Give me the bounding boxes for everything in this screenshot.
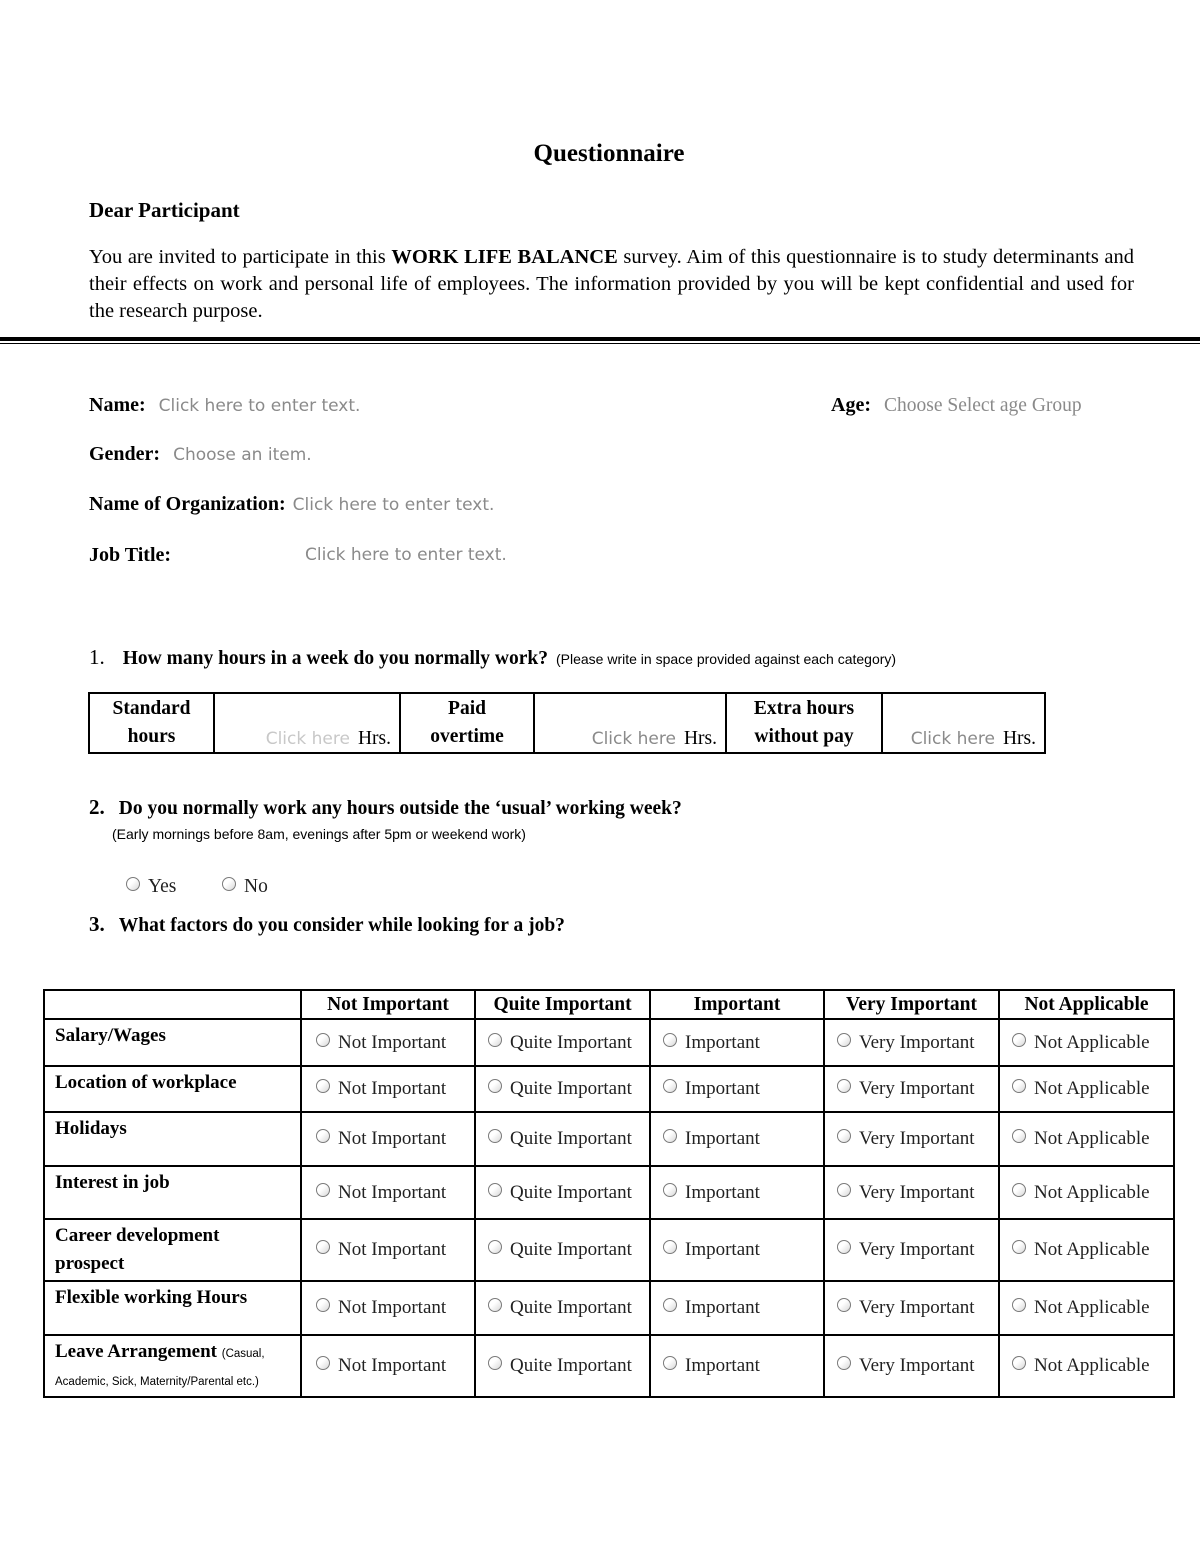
yes-option[interactable] <box>126 876 176 898</box>
rating-option[interactable] <box>475 1166 650 1219</box>
table-row <box>44 1066 1174 1112</box>
intro-survey-name: WORK LIFE BALANCE <box>391 246 618 268</box>
rating-option[interactable] <box>999 1166 1174 1219</box>
rating-option[interactable] <box>475 1281 650 1335</box>
rating-option-label: Not Important <box>338 1031 447 1053</box>
rating-option-label: Quite Important <box>510 1078 632 1099</box>
standard-hours-input[interactable]: Click here <box>265 729 350 749</box>
rating-option-label: Not Applicable <box>1034 1181 1150 1203</box>
rating-radio[interactable] <box>488 1183 502 1197</box>
rating-radio[interactable] <box>663 1129 677 1143</box>
rating-option-label: Very Important <box>859 1297 975 1318</box>
rating-radio[interactable] <box>316 1298 330 1312</box>
rating-option[interactable] <box>999 1019 1174 1066</box>
rating-radio[interactable] <box>488 1298 502 1312</box>
age-label: Age: <box>831 394 871 416</box>
factor-label-cell <box>44 1219 301 1281</box>
rating-option[interactable] <box>650 1066 824 1112</box>
no-radio[interactable] <box>222 877 236 891</box>
factor-label-cell <box>44 1019 301 1066</box>
rating-option[interactable] <box>999 1066 1174 1112</box>
rating-option-label: Important <box>685 1128 760 1149</box>
rating-option[interactable] <box>824 1166 999 1219</box>
rating-radio[interactable] <box>316 1079 330 1093</box>
rating-option-label: Not Applicable <box>1034 1031 1150 1053</box>
table-row <box>44 1019 1174 1066</box>
rating-option-label: Not Applicable <box>1034 1239 1150 1260</box>
rating-radio[interactable] <box>316 1183 330 1197</box>
hours-table <box>88 692 1046 754</box>
rating-option-label: Very Important <box>859 1239 975 1260</box>
extra-hours-label <box>726 693 882 753</box>
yes-radio[interactable] <box>126 877 140 891</box>
rating-option[interactable] <box>999 1219 1174 1281</box>
rating-option[interactable] <box>301 1219 475 1281</box>
table-row <box>44 1219 1174 1281</box>
rating-option[interactable] <box>301 1112 475 1166</box>
rating-radio[interactable] <box>488 1079 502 1093</box>
standard-hours-label-line1: Standard <box>112 698 191 719</box>
question-2 <box>89 795 682 820</box>
rating-option[interactable] <box>824 1019 999 1066</box>
question-1-text: How many hours in a week do you normally work? <box>122 648 548 669</box>
rating-option[interactable] <box>650 1281 824 1335</box>
rating-radio[interactable] <box>837 1183 851 1197</box>
rating-option-label: Not Applicable <box>1034 1078 1150 1099</box>
rating-option-label: Quite Important <box>510 1239 632 1260</box>
section-divider-thin <box>0 343 1200 344</box>
paid-overtime-label-line2: overtime <box>430 726 504 747</box>
rating-radio[interactable] <box>316 1240 330 1254</box>
factor-header-blank <box>44 990 301 1019</box>
rating-option[interactable] <box>301 1335 475 1397</box>
rating-option[interactable] <box>824 1281 999 1335</box>
rating-option[interactable] <box>824 1112 999 1166</box>
rating-option-label: Very Important <box>859 1181 975 1203</box>
rating-radio[interactable] <box>488 1240 502 1254</box>
intro-paragraph <box>89 244 1134 325</box>
rating-radio[interactable] <box>663 1298 677 1312</box>
rating-radio[interactable] <box>316 1356 330 1370</box>
standard-hours-unit: Hrs. <box>357 728 391 749</box>
rating-radio[interactable] <box>663 1183 677 1197</box>
rating-option-label: Not Important <box>338 1355 447 1376</box>
rating-option-label: Very Important <box>859 1355 975 1376</box>
rating-radio[interactable] <box>663 1356 677 1370</box>
standard-hours-label-line2: hours <box>127 726 176 747</box>
column-header-not-applicable: Not Applicable <box>999 990 1174 1019</box>
standard-hours-cell <box>214 693 400 753</box>
rating-option-label: Not Applicable <box>1034 1355 1150 1376</box>
rating-radio[interactable] <box>316 1033 330 1047</box>
column-header-not-important: Not Important <box>301 990 475 1019</box>
job-title-input[interactable]: Click here to enter text. <box>305 545 507 565</box>
rating-option-label: Quite Important <box>510 1031 632 1053</box>
rating-radio[interactable] <box>1012 1183 1026 1197</box>
extra-hours-unit: Hrs. <box>1002 728 1036 749</box>
name-label: Name: <box>89 394 146 416</box>
table-row <box>44 1112 1174 1166</box>
gender-label: Gender: <box>89 443 161 465</box>
rating-radio[interactable] <box>837 1079 851 1093</box>
rating-option-label: Very Important <box>859 1128 975 1149</box>
extra-hours-label-line1: Extra hours <box>753 698 855 719</box>
organization-field-row <box>89 493 494 516</box>
rating-option-label: Important <box>685 1355 760 1376</box>
factor-rows <box>44 1019 1174 1397</box>
rating-option[interactable] <box>301 1066 475 1112</box>
extra-hours-cell <box>882 693 1045 753</box>
rating-option[interactable] <box>301 1281 475 1335</box>
job-title-label: Job Title: <box>89 544 172 566</box>
rating-option-label: Quite Important <box>510 1128 632 1149</box>
rating-option-label: Very Important <box>859 1031 975 1053</box>
table-row <box>44 1335 1174 1397</box>
rating-option[interactable] <box>999 1335 1174 1397</box>
rating-option-label: Not Important <box>338 1181 447 1203</box>
column-header-important: Important <box>650 990 824 1019</box>
paid-overtime-label <box>400 693 534 753</box>
rating-radio[interactable] <box>663 1079 677 1093</box>
rating-option-label: Quite Important <box>510 1355 632 1376</box>
name-input[interactable]: Click here to enter text. <box>158 396 361 416</box>
age-field-row <box>831 394 1082 417</box>
rating-radio[interactable] <box>663 1033 677 1047</box>
question-2-number: 2. <box>89 795 105 819</box>
no-option[interactable] <box>222 876 268 898</box>
factor-label-cell <box>44 1066 301 1112</box>
section-divider <box>0 337 1200 341</box>
factor-label-cell <box>44 1281 301 1335</box>
question-3-text: What factors do you consider while looking for a job? <box>118 915 565 936</box>
rating-option[interactable] <box>824 1219 999 1281</box>
table-row <box>44 1166 1174 1219</box>
factor-label-cell <box>44 1112 301 1166</box>
rating-radio[interactable] <box>1012 1240 1026 1254</box>
rating-option[interactable] <box>475 1335 650 1397</box>
rating-radio[interactable] <box>1012 1129 1026 1143</box>
factor-label: Flexible working Hours <box>55 1287 248 1308</box>
rating-radio[interactable] <box>663 1240 677 1254</box>
extra-hours-label-line2: without pay <box>754 726 854 747</box>
rating-radio[interactable] <box>1012 1033 1026 1047</box>
rating-option-label: Not Applicable <box>1034 1128 1150 1149</box>
rating-radio[interactable] <box>837 1356 851 1370</box>
rating-radio[interactable] <box>1012 1079 1026 1093</box>
rating-option-label: Important <box>685 1297 760 1318</box>
rating-radio[interactable] <box>837 1033 851 1047</box>
yes-label: Yes <box>148 876 177 897</box>
rating-option-label: Important <box>685 1031 760 1053</box>
rating-option[interactable] <box>650 1019 824 1066</box>
page-title: Questionnaire <box>533 140 685 167</box>
organization-label: Name of Organization: <box>89 493 286 515</box>
paid-overtime-cell <box>534 693 726 753</box>
question-1-note: (Please write in space provided against each category) <box>556 651 897 667</box>
rating-option[interactable] <box>301 1019 475 1066</box>
rating-option[interactable] <box>999 1112 1174 1166</box>
factor-label: Salary/Wages <box>55 1025 166 1046</box>
intro-text-end: survey. Aim of this questionnaire is to study determinants and their effects on work and personal life of employees. The information provided by you will be kept confidential and used for the research purpose. <box>89 246 1135 322</box>
rating-option[interactable] <box>475 1219 650 1281</box>
rating-radio[interactable] <box>488 1033 502 1047</box>
factor-label: Leave Arrangement <box>55 1341 217 1362</box>
question-2-note: (Early mornings before 8am, evenings after 5pm or weekend work) <box>112 826 526 842</box>
rating-radio[interactable] <box>1012 1298 1026 1312</box>
rating-option[interactable] <box>650 1335 824 1397</box>
organization-input[interactable]: Click here to enter text. <box>292 495 495 515</box>
factors-table <box>43 989 1175 1398</box>
question-2-text: Do you normally work any hours outside the ‘usual’ working week? <box>118 798 682 819</box>
paid-overtime-label-line1: Paid <box>448 698 486 719</box>
rating-option[interactable] <box>824 1066 999 1112</box>
question-1 <box>89 645 896 670</box>
rating-option-label: Quite Important <box>510 1297 632 1318</box>
rating-radio[interactable] <box>837 1240 851 1254</box>
rating-option[interactable] <box>999 1281 1174 1335</box>
rating-radio[interactable] <box>316 1129 330 1143</box>
question-1-number: 1. <box>89 645 105 669</box>
rating-option[interactable] <box>650 1166 824 1219</box>
paid-overtime-unit: Hrs. <box>683 728 717 749</box>
rating-option-label: Not Important <box>338 1297 447 1318</box>
factor-label-note: (Casual, Academic, Sick, Maternity/Parental etc.) <box>55 1348 265 1388</box>
rating-radio[interactable] <box>488 1129 502 1143</box>
rating-option-label: Not Applicable <box>1034 1297 1150 1318</box>
rating-radio[interactable] <box>1012 1356 1026 1370</box>
factor-label: Location of workplace <box>55 1072 237 1093</box>
factor-label-cell <box>44 1166 301 1219</box>
factor-label-cell <box>44 1335 301 1397</box>
rating-option-label: Not Important <box>338 1128 447 1149</box>
standard-hours-label <box>89 693 214 753</box>
rating-option[interactable] <box>824 1335 999 1397</box>
rating-option-label: Very Important <box>859 1078 975 1099</box>
rating-option[interactable] <box>301 1166 475 1219</box>
rating-option-label: Not Important <box>338 1239 447 1260</box>
factor-label: Interest in job <box>55 1172 170 1193</box>
gender-dropdown[interactable]: Choose an item. <box>173 445 312 465</box>
rating-option-label: Important <box>685 1181 760 1203</box>
rating-option[interactable] <box>475 1019 650 1066</box>
rating-option-label: Important <box>685 1078 760 1099</box>
greeting: Dear Participant <box>89 198 240 222</box>
question-3-number: 3. <box>89 912 105 936</box>
column-header-quite-important: Quite Important <box>475 990 650 1019</box>
age-dropdown[interactable]: Choose Select age Group <box>883 395 1082 416</box>
factor-label: Career development prospect <box>55 1225 220 1274</box>
name-field-row <box>89 394 360 417</box>
rating-option[interactable] <box>650 1219 824 1281</box>
rating-option-label: Not Important <box>338 1078 447 1099</box>
no-label: No <box>244 876 268 897</box>
rating-radio[interactable] <box>837 1129 851 1143</box>
extra-hours-input[interactable]: Click here <box>910 729 995 749</box>
gender-field-row <box>89 443 312 466</box>
rating-radio[interactable] <box>837 1298 851 1312</box>
rating-option[interactable] <box>475 1066 650 1112</box>
rating-option-label: Quite Important <box>510 1181 632 1203</box>
factor-label: Holidays <box>55 1118 127 1139</box>
table-row <box>44 1281 1174 1335</box>
question-3 <box>89 912 565 937</box>
intro-text-start: You are invited to participate in this <box>89 246 392 268</box>
rating-radio[interactable] <box>488 1356 502 1370</box>
paid-overtime-input[interactable]: Click here <box>591 729 676 749</box>
column-header-very-important: Very Important <box>824 990 999 1019</box>
rating-option-label: Important <box>685 1239 760 1260</box>
rating-option[interactable] <box>475 1112 650 1166</box>
rating-option[interactable] <box>650 1112 824 1166</box>
